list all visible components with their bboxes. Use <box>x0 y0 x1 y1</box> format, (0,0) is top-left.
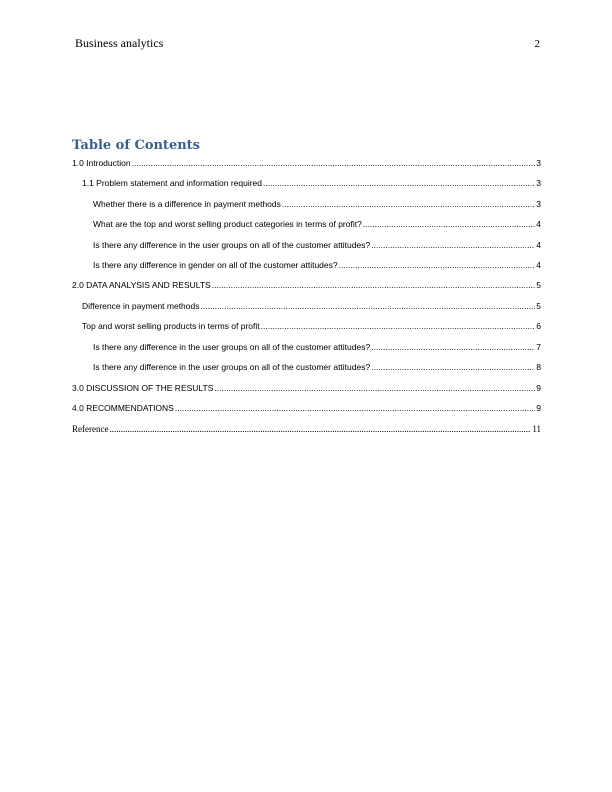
running-header-title: Business analytics <box>75 36 164 50</box>
toc-entry-text: Is there any difference in the user groups on all of the customer attitudes? <box>93 342 371 352</box>
toc-entry-user-groups-results-2[interactable] <box>93 361 541 373</box>
toc-entry-discussion[interactable] <box>72 382 541 394</box>
toc-entry-text: Whether there is a difference in payment methods <box>93 199 281 209</box>
toc-entry-page: 9 <box>536 383 541 393</box>
toc-entry-page: 9 <box>536 403 541 413</box>
toc-dot-leader <box>371 341 535 353</box>
toc-dot-leader <box>263 177 535 189</box>
toc-entry-page: 3 <box>536 199 541 209</box>
toc-entry-page: 11 <box>532 424 541 434</box>
toc-entry-text: 4.0 RECOMMENDATIONS <box>72 403 174 413</box>
toc-entry-user-groups-results-1[interactable] <box>93 341 541 353</box>
toc-entry-text: 1.0 Introduction <box>72 158 131 168</box>
toc-entry-top-worst-products[interactable] <box>82 320 541 332</box>
toc-entry-text: 1.1 Problem statement and information required <box>82 178 263 188</box>
toc-entry-page: 3 <box>536 158 541 168</box>
toc-entry-text: Is there any difference in the user groups on all of the customer attitudes? <box>93 362 371 372</box>
toc-dot-leader <box>201 300 536 312</box>
toc-heading: Table of Contents <box>72 138 200 153</box>
toc-entry-payment-methods-question[interactable] <box>93 198 541 210</box>
toc-entry-text: Reference <box>72 424 109 434</box>
toc-entry-text: Is there any difference in gender on all of the customer attitudes? <box>93 260 338 270</box>
toc-dot-leader <box>371 361 535 373</box>
toc-entry-reference[interactable] <box>72 423 541 435</box>
toc-entry-text: Is there any difference in the user groups on all of the customer attitudes? <box>93 240 371 250</box>
toc-entry-introduction[interactable] <box>72 157 541 169</box>
toc-entry-page: 5 <box>536 301 541 311</box>
toc-dot-leader <box>132 157 536 169</box>
toc-dot-leader <box>363 218 535 230</box>
toc-entry-page: 3 <box>536 178 541 188</box>
toc-entry-problem-statement[interactable] <box>82 177 541 189</box>
toc-entry-data-analysis[interactable] <box>72 279 541 291</box>
toc-dot-leader <box>214 382 535 394</box>
toc-dot-leader <box>371 239 535 251</box>
toc-entry-page: 4 <box>536 219 541 229</box>
toc-dot-leader <box>339 259 536 271</box>
toc-dot-leader <box>282 198 535 210</box>
toc-dot-leader <box>261 320 536 332</box>
toc-entry-page: 8 <box>536 362 541 372</box>
toc-entry-page: 5 <box>536 280 541 290</box>
toc-entry-text: 3.0 DISCUSSION OF THE RESULTS <box>72 383 214 393</box>
toc-entry-difference-payment-methods[interactable] <box>82 300 541 312</box>
toc-entry-text: 2.0 DATA ANALYSIS AND RESULTS <box>72 280 211 290</box>
toc-entry-user-groups-question[interactable] <box>93 239 541 251</box>
toc-entry-page: 4 <box>536 260 541 270</box>
toc-entry-top-worst-categories-question[interactable] <box>93 218 541 230</box>
toc-entry-page: 7 <box>536 342 541 352</box>
toc-entry-text: Difference in payment methods <box>82 301 200 311</box>
toc-dot-leader <box>212 279 536 291</box>
toc-entry-recommendations[interactable] <box>72 402 541 414</box>
toc-entry-text: What are the top and worst selling product categories in terms of profit? <box>93 219 362 229</box>
toc-dot-leader <box>175 402 535 414</box>
toc-dot-leader <box>109 423 531 435</box>
toc-entry-page: 6 <box>536 321 541 331</box>
toc-entry-page: 4 <box>536 240 541 250</box>
page-number: 2 <box>534 38 540 50</box>
toc-entry-text: Top and worst selling products in terms of profit <box>82 321 260 331</box>
toc-entry-gender-question[interactable] <box>93 259 541 271</box>
